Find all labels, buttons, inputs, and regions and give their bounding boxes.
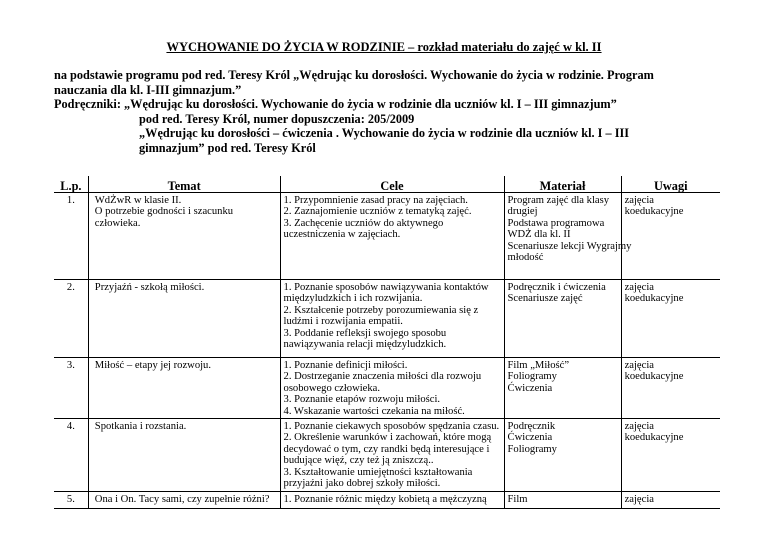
cele-line: 2. Kształcenie potrzeby porozumiewania się z	[283, 304, 479, 316]
document-title: WYCHOWANIE DO ŻYCIA W RODZINIE – rozkład materiału do zajęć w kl. II	[166, 40, 602, 54]
temat-line: Przyjaźń - szkołą miłości.	[94, 282, 205, 293]
intro-line: pod red. Teresy Król, numer dopuszczenia: 205/2009	[139, 111, 415, 126]
intro-line: Podręczniki: „Wędrując ku dorosłości. Wychowanie do życia w rodzinie dla uczniów kl. I – III gimnazjum”	[54, 97, 617, 112]
cele-line: 3. Kształtowanie umiejętności kształtowania	[283, 466, 473, 478]
cele-line: nawiązywania relacji międzyludzkich.	[283, 339, 447, 351]
cell-uwagi	[621, 419, 720, 492]
cell-cele	[280, 419, 504, 492]
cele-line: ludźmi i rozwijania empatii.	[283, 316, 403, 328]
material-line: Scenariusze zajęć	[507, 293, 583, 305]
cell-cele	[280, 193, 504, 280]
cell-lp: 2.	[54, 280, 88, 358]
temat-line: WdŻwR w klasie II.	[94, 195, 182, 206]
cele-line: uczestniczenia w zajęciach.	[283, 229, 401, 241]
cell-uwagi	[621, 358, 720, 419]
material-line: Ćwiczenia	[507, 382, 553, 394]
header-cele: Cele	[280, 176, 504, 193]
uwagi-line: zajęcia	[624, 282, 654, 293]
cele-line: 1. Poznanie sposobów nawiązywania kontaktów	[283, 282, 489, 293]
intro-line: nauczania dla kl. I-III gimnazjum.”	[54, 82, 242, 97]
cele-line: przyjaźni jako dobrej szkoły miłości.	[283, 478, 441, 490]
cell-uwagi	[621, 193, 720, 280]
cele-line: 3. Poddanie refleksji swojego sposobu	[283, 327, 447, 339]
uwagi-line: zajęcia	[624, 195, 654, 206]
intro-line: gimnazjum” pod red. Teresy Król	[139, 140, 316, 155]
uwagi-line: koedukacyjne	[624, 206, 684, 218]
uwagi-line: koedukacyjne	[624, 371, 684, 383]
cele-line: 3. Zachęcenie uczniów do aktywnego	[283, 217, 444, 229]
material-line: WDŻ dla kl. II	[507, 229, 571, 241]
cele-line: budujące więź, czy też ją zniszczą..	[283, 455, 434, 467]
cell-material	[504, 419, 621, 492]
material-line: Podręcznik i ćwiczenia	[507, 282, 606, 293]
material-line: drugiej	[507, 206, 538, 218]
table-row	[54, 492, 720, 509]
cell-uwagi	[621, 280, 720, 358]
cele-line: osobowego człowieka.	[283, 382, 381, 394]
cell-lp: 4.	[54, 419, 88, 492]
cele-line: 1. Poznanie różnic między kobietą a mężczyzną	[283, 494, 487, 505]
material-line: Scenariusze lekcji Wygrajmy	[507, 240, 632, 252]
cele-line: 3. Poznanie etapów rozwoju miłości.	[283, 394, 441, 406]
material-line: Program zajęć dla klasy	[507, 195, 610, 206]
uwagi-line: koedukacyjne	[624, 293, 684, 305]
uwagi-line: zajęcia	[624, 421, 654, 432]
cell-cele	[280, 358, 504, 419]
cell-temat	[88, 492, 280, 509]
material-line: Podstawa programowa	[507, 217, 605, 229]
material-line: Foliogramy	[507, 371, 557, 383]
material-line: Ćwiczenia	[507, 432, 553, 444]
material-line: Film	[507, 494, 528, 505]
intro-block	[54, 68, 744, 156]
cele-line: 1. Poznanie ciekawych sposobów spędzania czasu.	[283, 421, 500, 432]
cell-cele	[280, 492, 504, 509]
uwagi-line: koedukacyjne	[624, 432, 684, 444]
cele-line: 4. Wskazanie wartości czekania na miłość.	[283, 405, 465, 417]
temat-line: Spotkania i rozstania.	[94, 421, 187, 432]
schedule-table	[54, 176, 720, 509]
temat-line: Miłość – etapy jej rozwoju.	[94, 360, 212, 371]
cell-temat	[88, 419, 280, 492]
header-temat: Temat	[88, 176, 280, 193]
header-lp: L.p.	[54, 176, 88, 193]
cell-temat	[88, 280, 280, 358]
table-row	[54, 358, 720, 419]
header-material: Materiał	[504, 176, 621, 193]
cele-line: 2. Zaznajomienie uczniów z tematyką zajęć.	[283, 206, 472, 218]
material-line: młodość	[507, 252, 544, 264]
intro-line: „Wędrując ku dorosłości – ćwiczenia . Wychowanie do życia w rodzinie dla uczniów kl. I – III	[139, 126, 630, 141]
cele-line: 1. Przypomnienie zasad pracy na zajęciach.	[283, 195, 468, 206]
table-row	[54, 280, 720, 358]
cele-line: 2. Dostrzeganie znaczenia miłości dla rozwoju	[283, 371, 482, 383]
temat-line: Ona i On. Tacy sami, czy zupełnie różni?	[94, 494, 270, 505]
intro-line: na podstawie programu pod red. Teresy Król „Wędrując ku dorosłości. Wychowanie do życia w rodzinie. Program	[54, 68, 654, 82]
cell-material	[504, 280, 621, 358]
cele-line: decydować o tym, czy randki będą interesujące i	[283, 443, 490, 455]
cele-line: międzyludzkich i ich rozwijania.	[283, 293, 423, 305]
cell-uwagi	[621, 492, 720, 509]
cele-line: 1. Poznanie definicji miłości.	[283, 360, 408, 371]
header-uwagi: Uwagi	[621, 176, 720, 193]
cell-material	[504, 492, 621, 509]
uwagi-line: zajęcia	[624, 494, 654, 505]
cell-temat	[88, 358, 280, 419]
cell-lp: 5.	[54, 492, 88, 509]
material-line: Podręcznik	[507, 421, 556, 432]
temat-line: człowieka.	[94, 217, 141, 229]
cell-temat	[88, 193, 280, 280]
cell-lp: 3.	[54, 358, 88, 419]
material-line: Film „Miłość”	[507, 360, 570, 371]
cell-cele	[280, 280, 504, 358]
cell-material	[504, 193, 632, 280]
table-row	[54, 419, 720, 492]
cell-lp: 1.	[54, 193, 88, 280]
uwagi-line: zajęcia	[624, 360, 654, 371]
material-line: Foliogramy	[507, 443, 557, 455]
cele-line: 2. Określenie warunków i zachowań, które mogą	[283, 432, 492, 444]
cell-material	[504, 358, 621, 419]
table-header-row	[54, 176, 720, 193]
temat-line: O potrzebie godności i szacunku	[94, 206, 234, 218]
table-row	[54, 193, 720, 280]
